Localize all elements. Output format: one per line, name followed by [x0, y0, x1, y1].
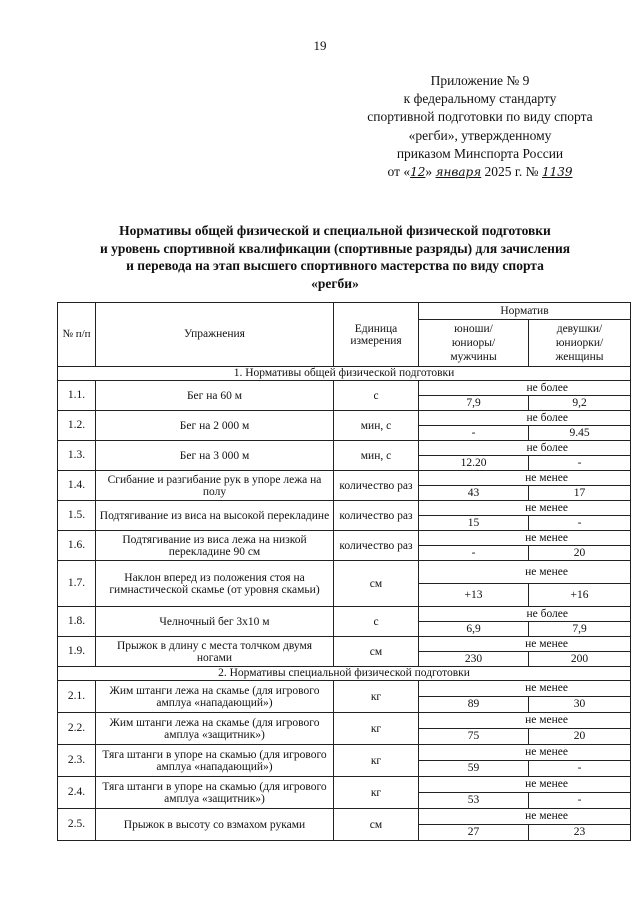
unit: см [334, 561, 419, 607]
value-boys: 15 [419, 516, 529, 531]
value-girls: 7,9 [529, 622, 631, 637]
value-girls: 17 [529, 486, 631, 501]
row-number: 1.5. [58, 501, 96, 531]
page-number: 19 [313, 38, 327, 53]
norm-condition: не менее [419, 745, 631, 761]
unit: кг [334, 713, 419, 745]
table-row [58, 713, 631, 729]
value-boys: 43 [419, 486, 529, 501]
value-boys: 27 [419, 825, 529, 841]
norm-condition: не менее [419, 777, 631, 793]
norm-condition: не менее [419, 809, 631, 825]
exercise-name: Челночный бег 3х10 м [96, 607, 334, 637]
exercise-name: Подтягивание из виса на высокой перекладине [96, 501, 334, 531]
appendix-line: Приложение № 9 [430, 73, 530, 88]
value-boys: - [419, 546, 529, 561]
norm-condition: не менее [419, 681, 631, 697]
date-prefix: от « [387, 164, 411, 180]
unit: с [334, 381, 419, 411]
value-boys: 75 [419, 729, 529, 745]
header-unit: Единица измерения [334, 303, 419, 367]
title-line: и уровень спортивной квалификации (спортивные разряды) для зачисления [99, 240, 571, 256]
norm-condition: не менее [419, 471, 631, 486]
value-girls: - [529, 761, 631, 777]
unit: кг [334, 745, 419, 777]
document-title [40, 222, 630, 292]
unit: количество раз [334, 501, 419, 531]
title-line: Нормативы общей физической и специальной физической подготовки [119, 223, 551, 238]
value-girls: 30 [529, 697, 631, 713]
unit: см [334, 637, 419, 667]
value-boys: 89 [419, 697, 529, 713]
order-date-line [330, 163, 630, 181]
table-row [58, 637, 631, 652]
unit: количество раз [334, 531, 419, 561]
row-number: 2.1. [58, 681, 96, 713]
row-number: 1.2. [58, 411, 96, 441]
table-row [58, 809, 631, 825]
norm-condition: не менее [419, 713, 631, 729]
header-norm: Норматив [419, 303, 631, 320]
exercise-name: Тяга штанги в упоре на скамью (для игрового амплуа «нападающий») [96, 745, 334, 777]
table-row [58, 501, 631, 516]
unit: кг [334, 777, 419, 809]
value-boys: 53 [419, 793, 529, 809]
header-boys: юноши/ юниоры/ мужчины [419, 320, 529, 367]
value-girls: 20 [529, 546, 631, 561]
value-boys: 230 [419, 652, 529, 667]
exercise-name: Прыжок в длину с места толчком двумя ногами [96, 637, 334, 667]
norm-condition: не менее [419, 531, 631, 546]
row-number: 1.6. [58, 531, 96, 561]
row-number: 1.7. [58, 561, 96, 607]
value-boys: 6,9 [419, 622, 529, 637]
unit: кг [334, 681, 419, 713]
table-row [58, 411, 631, 426]
exercise-name: Тяга штанги в упоре на скамью (для игрового амплуа «защитник») [96, 777, 334, 809]
row-number: 2.5. [58, 809, 96, 841]
value-boys: 7,9 [419, 396, 529, 411]
norm-condition: не более [419, 607, 631, 622]
norm-condition: не более [419, 381, 631, 396]
value-girls: - [529, 516, 631, 531]
header-exercise: Упражнения [96, 303, 334, 367]
row-number: 2.2. [58, 713, 96, 745]
header-girls: девушки/ юниорки/ женщины [529, 320, 631, 367]
norm-condition: не менее [419, 561, 631, 584]
appendix-header [330, 72, 630, 181]
appendix-line: «регби», утвержденному [408, 127, 552, 143]
title-line: «регби» [311, 275, 359, 291]
table-row [58, 531, 631, 546]
unit: мин, с [334, 441, 419, 471]
value-girls: - [529, 456, 631, 471]
norms-table [57, 302, 631, 841]
norm-condition: не более [419, 441, 631, 456]
table-row [58, 745, 631, 761]
appendix-line: спортивной подготовки по виду спорта [367, 109, 593, 125]
appendix-line: приказом Минспорта России [396, 145, 564, 161]
section-title: 1. Нормативы общей физической подготовки [58, 367, 631, 381]
table-row [58, 777, 631, 793]
exercise-name: Бег на 2 000 м [96, 411, 334, 441]
date-mid: » [425, 164, 433, 180]
value-girls: - [529, 793, 631, 809]
row-number: 1.3. [58, 441, 96, 471]
table-row [58, 381, 631, 396]
norm-condition: не более [419, 411, 631, 426]
norm-condition: не менее [419, 501, 631, 516]
title-line: и перевода на этап высшего спортивного мастерства по виду спорта [126, 258, 544, 273]
order-number: 1139 [541, 165, 573, 180]
exercise-name: Прыжок в высоту со взмахом руками [96, 809, 334, 841]
date-day: 12 [410, 165, 426, 180]
table-row [58, 471, 631, 486]
exercise-name: Наклон вперед из положения стоя на гимнастической скамье (от уровня скамьи) [96, 561, 334, 607]
row-number: 1.9. [58, 637, 96, 667]
unit: с [334, 607, 419, 637]
row-number: 2.3. [58, 745, 96, 777]
appendix-line: к федеральному стандарту [403, 91, 557, 107]
row-number: 1.4. [58, 471, 96, 501]
value-girls: 20 [529, 729, 631, 745]
unit: см [334, 809, 419, 841]
value-girls: 200 [529, 652, 631, 667]
table-row [58, 607, 631, 622]
value-boys: 12.20 [419, 456, 529, 471]
value-girls: 23 [529, 825, 631, 841]
value-girls: 9,2 [529, 396, 631, 411]
exercise-name: Сгибание и разгибание рук в упоре лежа на полу [96, 471, 334, 501]
table-row [58, 681, 631, 697]
table-row [58, 561, 631, 584]
value-girls: +16 [529, 584, 631, 607]
row-number: 1.1. [58, 381, 96, 411]
value-boys: - [419, 426, 529, 441]
date-month: января [435, 165, 482, 180]
exercise-name: Жим штанги лежа на скамье (для игрового амплуа «нападающий») [96, 681, 334, 713]
table-row [58, 441, 631, 456]
row-number: 1.8. [58, 607, 96, 637]
header-num: № п/п [58, 303, 96, 367]
section-row [58, 667, 631, 681]
section-row [58, 367, 631, 381]
exercise-name: Бег на 3 000 м [96, 441, 334, 471]
value-girls: 9.45 [529, 426, 631, 441]
unit: мин, с [334, 411, 419, 441]
unit: количество раз [334, 471, 419, 501]
section-title: 2. Нормативы специальной физической подготовки [58, 667, 631, 681]
exercise-name: Подтягивание из виса лежа на низкой перекладине 90 см [96, 531, 334, 561]
exercise-name: Жим штанги лежа на скамье (для игрового амплуа «защитник») [96, 713, 334, 745]
row-number: 2.4. [58, 777, 96, 809]
value-boys: +13 [419, 584, 529, 607]
date-year: 2025 г. № [484, 164, 539, 180]
norm-condition: не менее [419, 637, 631, 652]
value-boys: 59 [419, 761, 529, 777]
exercise-name: Бег на 60 м [96, 381, 334, 411]
